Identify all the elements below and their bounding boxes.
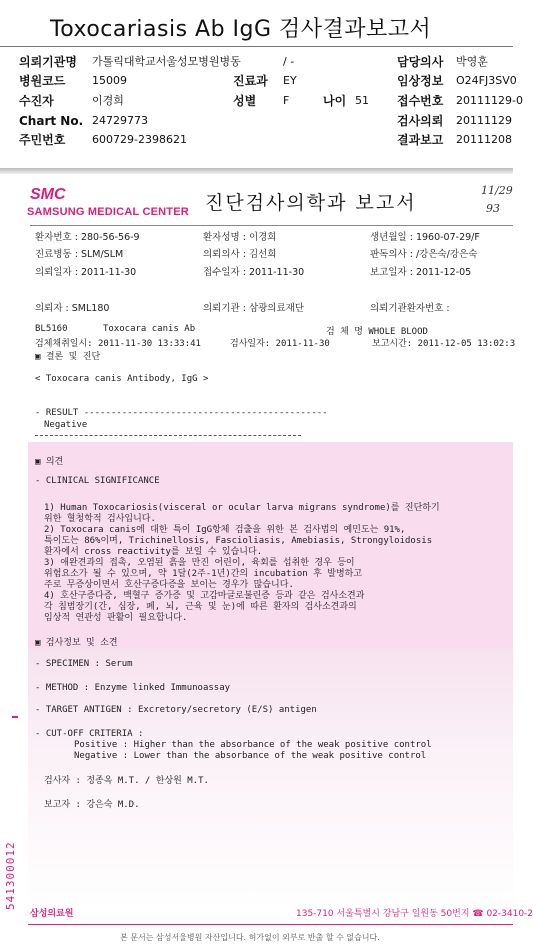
label-clinical-info: 임상정보 [397, 74, 444, 88]
note-line: 3) 애완견과의 접촉, 오염된 흙을 만진 어린이, 육회를 섭취한 경우 등이 [44, 558, 355, 568]
label-department: 진료과 [233, 74, 268, 88]
note-line: 4) 호산구증다증, 백혈구 증가증 및 고감마글로불린증 등과 같은 검사소견과 [44, 591, 365, 601]
smc-logo-name: SAMSUNG MEDICAL CENTER [27, 206, 189, 218]
cutoff-positive: Positive : Higher than the absorbance of the weak positive control [74, 740, 432, 750]
footer-institution: 삼성의료원 [30, 909, 74, 919]
method-line: - METHOD : Enzyme linked Immunoassay [35, 683, 231, 693]
label-age: 나이 [323, 94, 347, 108]
section-opinion: ▣ 의견 [35, 457, 64, 467]
value-doctor: 박영훈 [456, 55, 488, 68]
note-line: 위험요소가 될 수 있으며, 약 1달(2주-1년)간의 incubation 후 발병하고 [44, 569, 363, 579]
note-line: 2) Toxocara canis에 대한 특이 IgG항체 검출을 위한 본 검사법의 예민도는 91%, [44, 525, 406, 535]
value-result-report: 20111208 [456, 133, 512, 146]
header-row-resident-no [0, 131, 513, 149]
header-row-patient [0, 92, 523, 110]
label-sex: 성별 [233, 94, 257, 108]
cutoff-negative: Negative : Lower than the absorbance of the weak positive control [74, 751, 427, 761]
reading-doctor: 판독의사 : /강은숙/강은숙 [370, 249, 478, 260]
note-line: 1) Human Toxocariosis(visceral or ocular larva migrans syndrome)를 진단하기 [44, 503, 440, 513]
note-line: 특이도는 86%이며, Trichinellosis, Fascioliasis, Amebiasis, Strongyloidosis [44, 536, 433, 546]
exam-date: 검사일자: 2011-11-30 [230, 339, 330, 349]
header-divider [0, 46, 513, 47]
label-receipt-no: 접수번호 [397, 94, 444, 108]
note-line: 각 침범장기(간, 심장, 폐, 뇌, 근육 및 눈)에 따른 환자의 검사소견과의 [44, 602, 357, 612]
note-line: 환자에서 cross reactivity를 보일 수 있습니다. [44, 547, 263, 557]
collection-datetime: 검체채취일시: 2011-11-30 13:33:41 [35, 339, 201, 349]
value-chart-no: 24729773 [92, 114, 148, 127]
label-institution: 의뢰기관명 [19, 55, 77, 69]
label-hospital-code: 병원코드 [19, 74, 66, 88]
note-line: 위한 혈청학적 검사입니다. [44, 514, 156, 524]
label-patient: 수진자 [19, 94, 54, 108]
side-serial-number: 541300012 [4, 841, 17, 910]
specimen-name: 검 체 명 WHOLE BLOOD [326, 327, 428, 337]
result-value: Negative [44, 420, 88, 430]
scan-edge [0, 168, 513, 174]
birth-date: 생년월일 : 1960-07-29/F [370, 232, 480, 243]
specimen-line: - SPECIMEN : Serum [35, 659, 133, 669]
result-label: - RESULT --------------------------------------------- [35, 408, 328, 418]
report-time: 보고시간: 2011-12-05 13:02:3 [372, 339, 516, 349]
note-line: 임상적 연관성 판활이 필요합니다. [44, 613, 188, 623]
patient-name: 환자성명 : 이경희 [203, 232, 277, 243]
requesting-institution: 의뢰기관 : 삼광의료재단 [203, 303, 305, 314]
patient-id: 환자번호 : 280-56-56-9 [35, 232, 140, 243]
scan-divider-top [30, 225, 513, 226]
handwritten-date: 11/29 [481, 184, 513, 197]
value-hospital-code: 15009 [92, 74, 127, 87]
header-row-chart [0, 112, 513, 130]
report-title: Toxocariasis Ab IgG 검사결과보고서 [50, 17, 432, 42]
section-conclusion: ▣ 결론 및 진단 [35, 352, 101, 362]
header-row-hospital-code [0, 72, 517, 90]
scan-title: 진단검사의학과 보고서 [205, 192, 417, 214]
value-department: EY [283, 74, 297, 87]
report-date: 보고일자 : 2011-12-05 [370, 267, 472, 278]
institution-patient-no: 의뢰기관환자번호 : [370, 303, 450, 314]
antibody-label: < Toxocara canis Antibody, IgG > [35, 374, 209, 384]
examiner-line: 검사자 : 정종옥 M.T. / 한상원 M.T. [44, 776, 209, 786]
label-doctor: 담당의사 [397, 55, 444, 69]
ward: 진료병동 : SLM/SLM [35, 249, 124, 260]
footer-notice: 본 문서는 삼성서울병원 자산입니다. 허가없이 외부로 반출 할 수 없습니다. [120, 933, 380, 942]
section-exam-info: ▣ 검사정보 및 소견 [35, 638, 118, 648]
label-resident-no: 주민번호 [19, 133, 66, 147]
result-divider [35, 435, 301, 436]
smc-logo: SMC [30, 186, 66, 203]
clinical-significance: - CLINICAL SIGNIFICANCE [35, 476, 160, 486]
value-patient: 이경희 [92, 94, 124, 107]
header-row-institution [0, 53, 513, 71]
target-antigen-line: - TARGET ANTIGEN : Excretory/secretory (E/S) antigen [35, 705, 317, 715]
requester: 의뢰자 : SML180 [35, 303, 110, 314]
value-institution: 가톨릭대학교서울성모병원병동 [92, 55, 241, 68]
note-line: 주로 무증상이면서 호산구증다증을 보이는 경우가 많습니다. [44, 580, 294, 590]
value-ward: / - [283, 55, 295, 68]
label-chart-no: Chart No. [19, 114, 84, 128]
requesting-doctor: 의뢰의사 : 김선희 [203, 249, 277, 260]
value-request-date: 20111129 [456, 114, 512, 127]
label-request-date: 검사의뢰 [397, 114, 444, 128]
test-code: BL5160 [35, 324, 68, 334]
value-sex: F [283, 94, 290, 107]
value-resident-no: 600729-2398621 [92, 133, 187, 146]
reporter-line: 보고자 : 강은숙 M.D. [44, 800, 140, 810]
cutoff-line: - CUT-OFF CRITERIA : [35, 729, 144, 739]
scanned-report [0, 168, 533, 952]
footer-divider [28, 924, 513, 925]
test-name: Toxocara canis Ab [103, 324, 196, 334]
label-result-report: 결과보고 [397, 133, 444, 147]
side-mark [12, 716, 18, 718]
receipt-date: 접수일자 : 2011-11-30 [203, 267, 305, 278]
handwritten-number: 93 [486, 202, 500, 215]
value-clinical-info: O24FJ3SV0 [456, 74, 517, 87]
value-age: 51 [355, 94, 369, 107]
footer-address: 135-710 서울특별시 강남구 일원동 50번지 ☎ 02-3410-2 [296, 909, 533, 919]
request-date: 의뢰일자 : 2011-11-30 [35, 267, 137, 278]
value-receipt-no: 20111129-0 [456, 94, 523, 107]
